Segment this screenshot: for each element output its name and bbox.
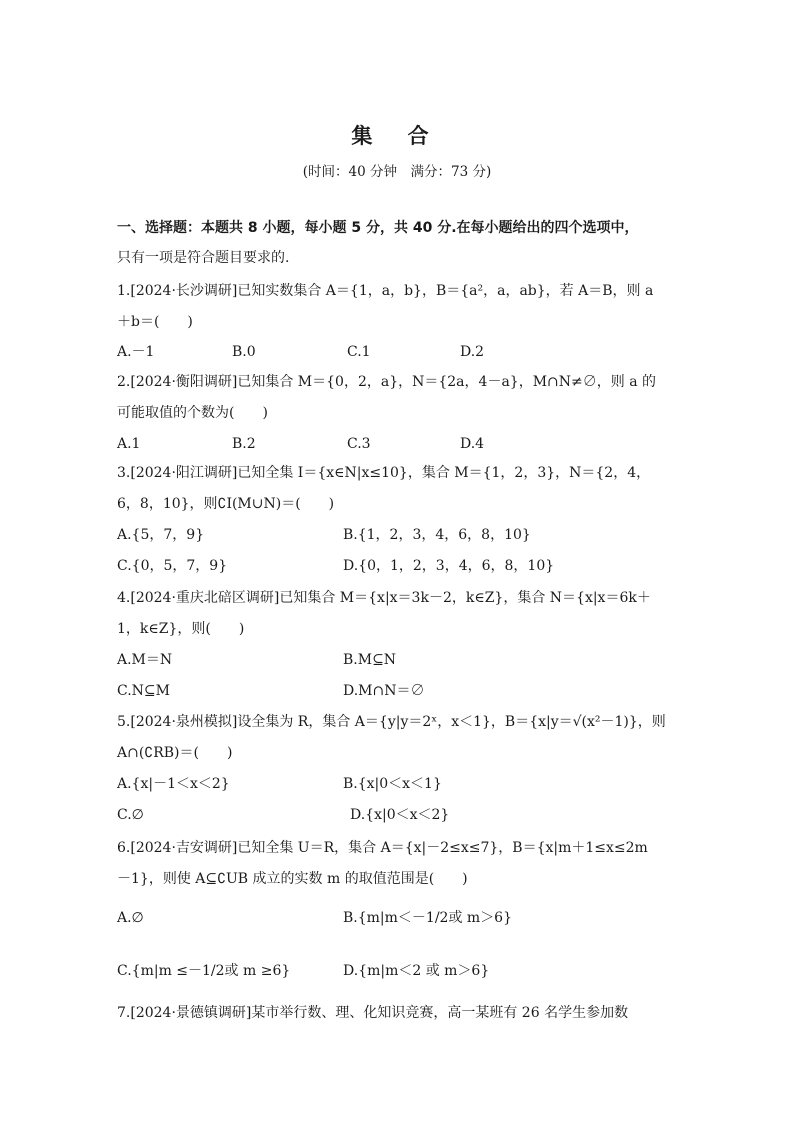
q5-option-a: A.{x|－1＜x＜2} xyxy=(117,776,230,792)
q3-option-d: D.{0，1，2，3，4，6，8，10} xyxy=(343,558,555,574)
q1-option-a: A.－1 xyxy=(117,344,155,360)
q2-option-a: A.1 xyxy=(117,436,141,452)
q2-option-c: C.3 xyxy=(347,436,371,452)
q6-option-a: A.∅ xyxy=(117,910,144,926)
q4-option-c: C.N⊆M xyxy=(117,683,170,699)
q5-option-b: B.{x|0＜x＜1} xyxy=(343,776,442,792)
q6-option-d: D.{m|m＜2 或 m＞6} xyxy=(343,963,490,979)
q3-option-b: B.{1，2，3，4，6，8，10} xyxy=(343,527,531,543)
page-subtitle: (时间：40 分钟 满分：73 分) xyxy=(302,164,492,180)
q4-option-d: D.M∩N＝∅ xyxy=(343,683,425,699)
q1-line1: 1.[2024·长沙调研]已知实数集合 A＝{1，a，b}，B＝{a²，a，ab}，若 A＝B，则 a xyxy=(117,283,654,299)
q1-option-c: C.1 xyxy=(347,344,371,360)
q7-line1: 7.[2024·景德镇调研]某市举行数、理、化知识竞赛，高一某班有 26 名学生参加数 xyxy=(117,1005,629,1021)
q5-option-c: C.∅ xyxy=(117,807,144,823)
q6-option-b: B.{m|m＜－1/2或 m＞6} xyxy=(343,910,512,926)
q6-line2: －1}，则使 A⊆∁UB 成立的实数 m 的取值范围是( ) xyxy=(117,871,468,887)
q1-line2: ＋b＝( ) xyxy=(117,314,193,330)
q4-line1: 4.[2024·重庆北碚区调研]已知集合 M＝{x|x＝3k－2，k∈Z}，集合 N＝{x|x＝6k＋ xyxy=(117,590,651,606)
q6-line1: 6.[2024·吉安调研]已知全集 U＝R，集合 A＝{x|－2≤x≤7}，B＝{x|m＋1≤x≤2m xyxy=(117,840,648,856)
section-heading: 一、选择题：本题共 8 小题，每小题 5 分，共 40 分.在每小题给出的四个选项中， xyxy=(117,220,639,236)
q2-line2: 可能取值的个数为( ) xyxy=(117,405,268,421)
q2-line1: 2.[2024·衡阳调研]已知集合 M＝{0，2，a}，N＝{2a，4－a}，M∩N≠∅，则 a 的 xyxy=(117,374,656,390)
q4-line2: 1，k∈Z}，则( ) xyxy=(117,621,245,637)
q4-option-a: A.M＝N xyxy=(117,652,173,668)
q3-line1: 3.[2024·阳江调研]已知全集 I＝{x∈N|x≤10}，集合 M＝{1，2，3}，N＝{2，4， xyxy=(117,465,651,481)
q2-option-d: D.4 xyxy=(460,436,485,452)
page-title: 集 合 xyxy=(351,124,443,148)
q5-option-d: D.{x|0＜x＜2} xyxy=(350,807,450,823)
q1-option-d: D.2 xyxy=(460,344,485,360)
q4-option-b: B.M⊆N xyxy=(343,652,397,668)
q6-option-c: C.{m|m ≤－1/2或 m ≥6} xyxy=(117,963,291,979)
q5-line2: A∩(∁RB)＝( ) xyxy=(117,745,233,761)
q2-option-b: B.2 xyxy=(232,436,256,452)
q3-line2: 6，8，10}，则∁I(M∪N)＝( ) xyxy=(117,496,335,512)
q5-line1: 5.[2024·泉州模拟]设全集为 R，集合 A＝{y|y＝2ˣ，x＜1}，B＝{x|y＝√(x²－1)}，则 xyxy=(117,714,666,730)
q3-option-a: A.{5，7，9} xyxy=(117,527,205,543)
q3-option-c: C.{0，5，7，9} xyxy=(117,558,228,574)
section-heading-line2: 只有一项是符合题目要求的. xyxy=(117,250,290,266)
q1-option-b: B.0 xyxy=(232,344,256,360)
